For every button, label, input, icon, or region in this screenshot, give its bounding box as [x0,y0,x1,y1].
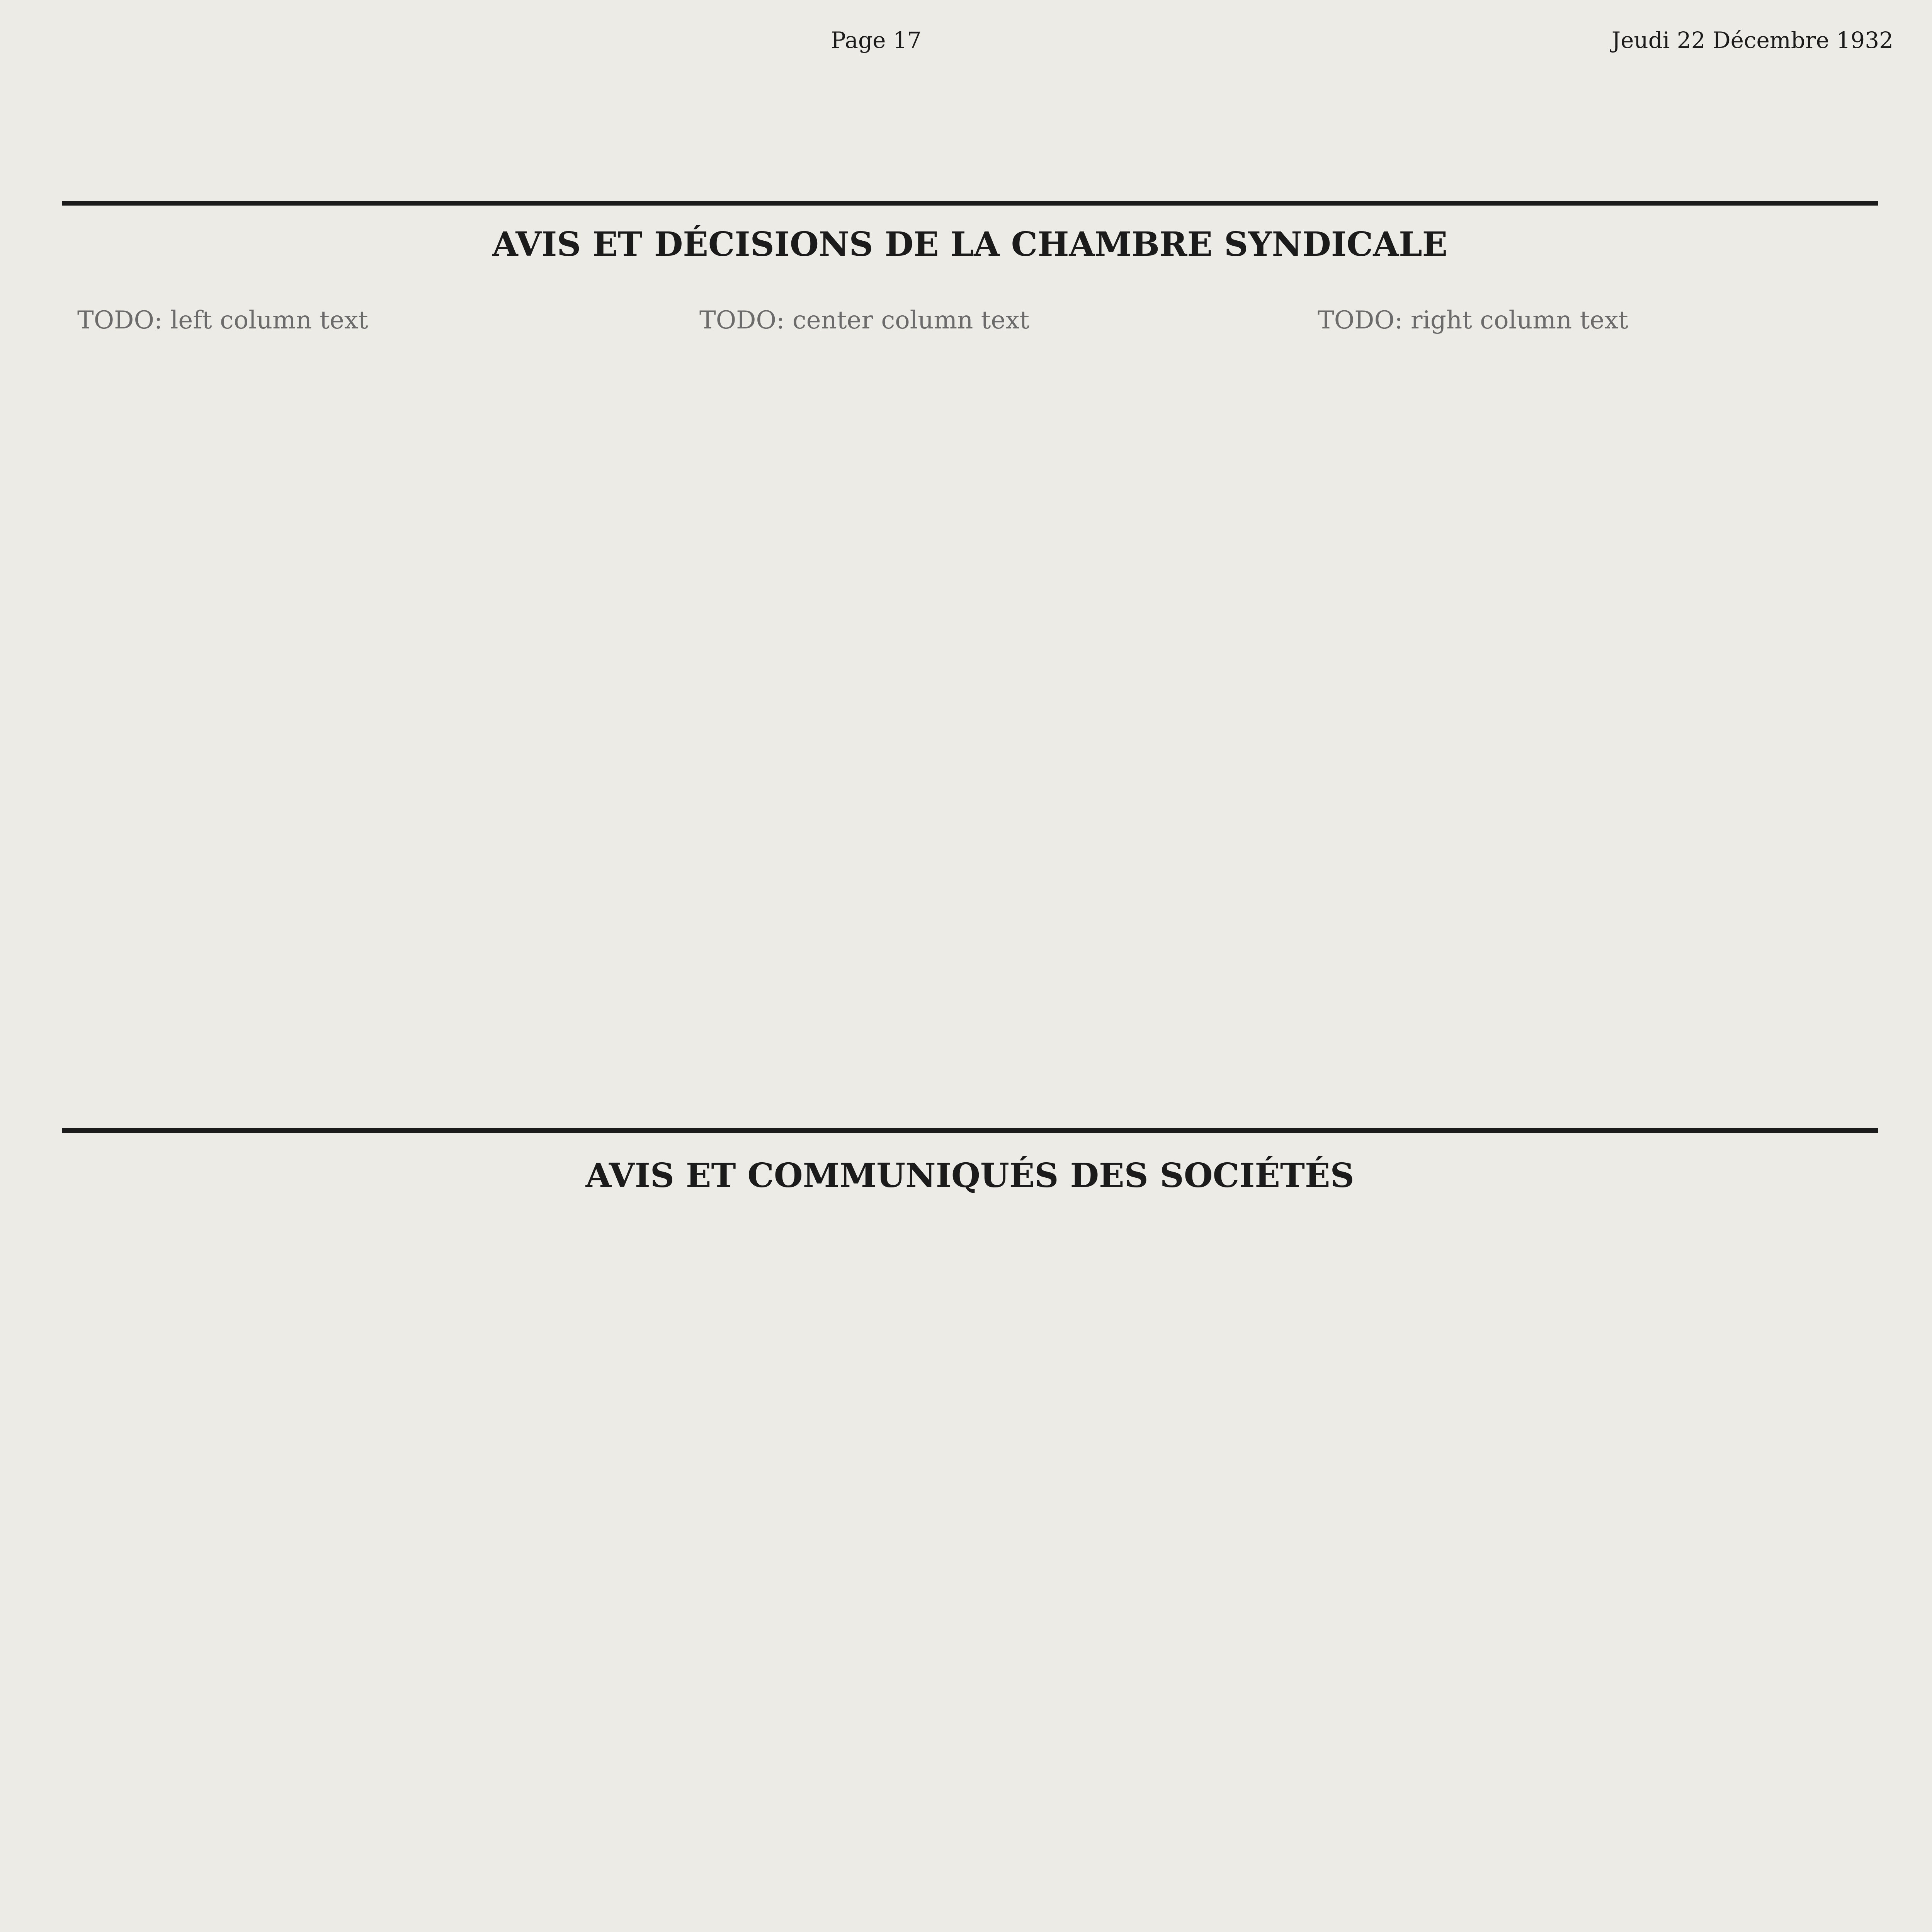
section-avis-decisions [62,201,1878,1094]
issue-date: Jeudi 22 Décembre 1932 [1611,27,1893,53]
section-title: AVIS ET COMMUNIQUÉS DES SOCIÉTÉS [585,1156,1354,1195]
placeholder-center: TODO: center column text [699,306,1030,335]
section-title: AVIS ET DÉCISIONS DE LA CHAMBRE SYNDICALE [492,225,1448,264]
section-avis-communiques [62,1128,1878,1932]
page-header [0,0,1932,216]
placeholder-left: TODO: left column text [77,306,368,335]
page-number: Page 17 [831,27,922,53]
placeholder-right: TODO: right column text [1318,306,1628,335]
